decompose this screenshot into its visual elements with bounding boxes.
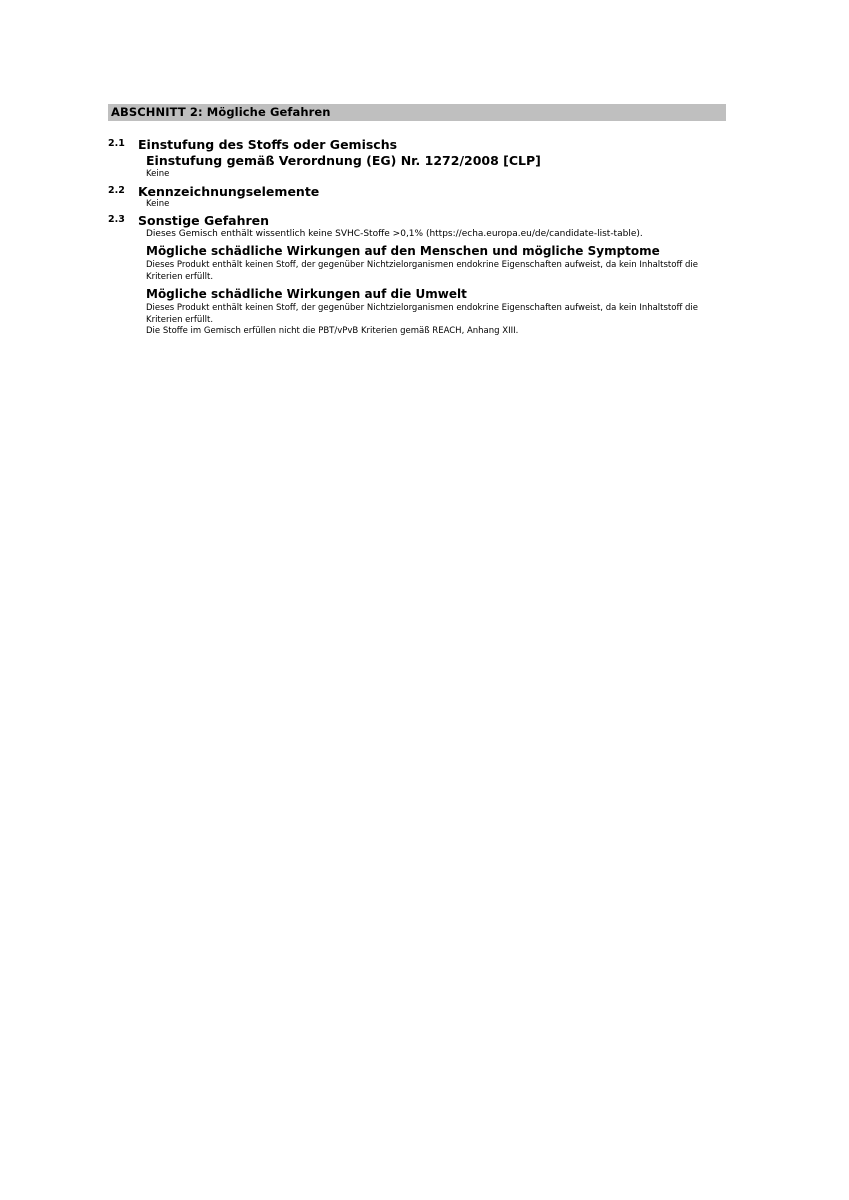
subsection-heading-human-effects: Mögliche schädliche Wirkungen auf den Menschen und mögliche Symptome xyxy=(146,244,660,258)
section-item-2-1 xyxy=(108,137,728,181)
item-intro-2-3: Dieses Gemisch enthält wissentlich keine SVHC-Stoffe >0,1% (https://echa.europa.eu/de/candidate-list-table). xyxy=(146,229,643,239)
item-number-2-1: 2.1 xyxy=(108,138,125,149)
section-item-2-2 xyxy=(108,184,728,211)
subsection-text-pbt-vpvb: Die Stoffe im Gemisch erfüllen nicht die PBT/vPvB Kriterien gemäß REACH, Anhang XIII. xyxy=(146,326,519,336)
document-content xyxy=(108,104,728,338)
subsection-text-environment-effects: Dieses Produkt enthält keinen Stoff, der gegenüber Nichtzielorganismen endokrine Eigenschaften aufweist, da kein Inhaltstoff die Kriterien erfüllt. xyxy=(146,303,699,325)
item-heading-2-2: Kennzeichnungselemente xyxy=(138,183,320,199)
subsection-heading-environment-effects: Mögliche schädliche Wirkungen auf die Umwelt xyxy=(146,287,467,301)
item-value-2-2: Keine xyxy=(146,198,170,209)
item-subheading-2-1: Einstufung gemäß Verordnung (EG) Nr. 1272/2008 [CLP] xyxy=(146,153,541,168)
subsection-text-human-effects: Dieses Produkt enthält keinen Stoff, der gegenüber Nichtzielorganismen endokrine Eigenschaften aufweist, da kein Inhaltstoff die Kriterien erfüllt. xyxy=(146,260,699,282)
item-heading-2-3: Sonstige Gefahren xyxy=(138,213,270,228)
item-number-2-3: 2.3 xyxy=(108,214,125,225)
item-heading-2-1: Einstufung des Stoffs oder Gemischs xyxy=(138,137,398,152)
item-number-2-2: 2.2 xyxy=(108,184,125,196)
section-header-bar: ABSCHNITT 2: Mögliche Gefahren xyxy=(108,104,726,121)
item-value-2-1: Keine xyxy=(146,169,170,179)
section-item-2-3 xyxy=(108,213,728,338)
